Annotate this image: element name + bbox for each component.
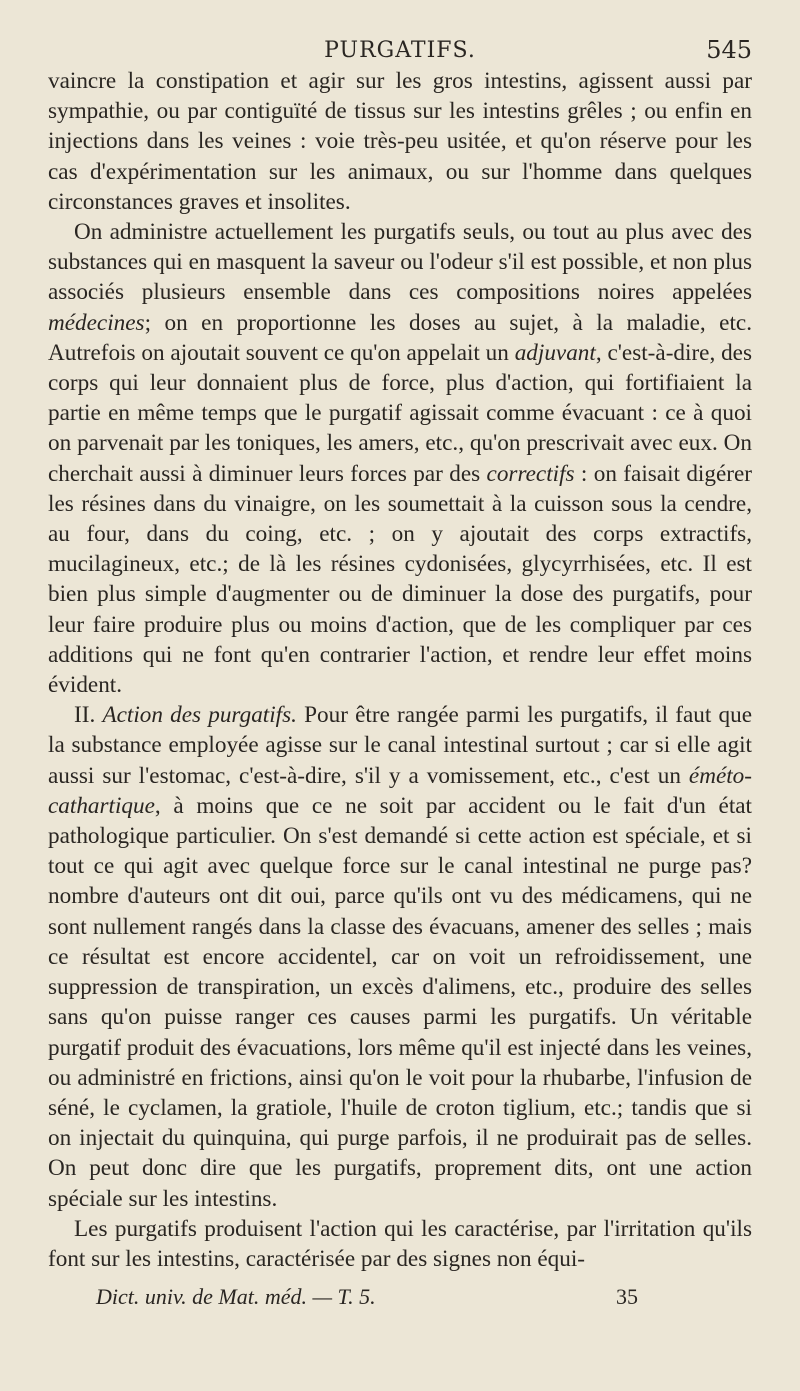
paragraph-p4 [48, 1214, 752, 1274]
italic-term: médecines [48, 309, 145, 336]
paragraph-p2 [48, 217, 752, 700]
paragraph-p1 [48, 66, 752, 217]
page-header [48, 28, 752, 66]
italic-term: éméto-cathartique [48, 762, 752, 819]
text-run: II. [74, 702, 103, 729]
text-run: Les purgatifs produisent l'action qui les caractérise, par l'irritation qu'ils font sur les intestins, caractérisée par des signes non équi- [48, 1215, 752, 1272]
italic-term: adjuvant [514, 339, 596, 366]
text-run: On administre actuellement les purgatifs seuls, ou tout au plus avec des substances qui en masquent la saveur ou l'odeur s'il est possible, et non plus associés plusieurs ensemble dans ces compositions noires appelées [48, 219, 752, 306]
page-footer [96, 1284, 752, 1310]
italic-term: Action des purgatifs. [102, 702, 297, 729]
italic-term: correctifs [486, 460, 575, 487]
signature-mark: Dict. univ. de Mat. méd. — T. 5. [96, 1284, 376, 1309]
body-text [48, 66, 752, 1274]
sheet-number: 35 [616, 1284, 638, 1309]
running-head: PURGATIFS. [324, 38, 476, 63]
paragraph-p3 [48, 700, 752, 1213]
page-number: 545 [706, 36, 752, 64]
text-run: , à moins que ce ne soit par accident ou le fait d'un état pathologique particulier. On s'est demandé si cette action est spéciale, et si tout ce qui agit avec quelque force sur le canal intestinal ne purge pas? nombre d'auteurs ont dit oui, parce qu'ils ont vu des médicamens, qui ne sont nullement rangés dans la classe des évacuans, amener des selles ; mais ce résultat est encore accidentel, car on voit un refroidissement, une suppression de transpiration, un excès d'alimens, etc., produire des selles sans qu'on puisse ranger ces causes parmi les purgatifs. Un véritable purgatif produit des évacuations, lors même qu'il est injecté dans les veines, ou administré en frictions, ainsi qu'on le voit pour la rhubarbe, l'infusion de séné, le cyclamen, la gratiole, l'huile de croton tiglium, etc.; tandis que si on injectait du quinquina, qui purge parfois, il ne produirait pas de selles. On peut donc dire que les purgatifs, proprement dits, ont une action spéciale sur les intestins. [48, 792, 752, 1212]
text-run: , c'est-à-dire, des corps qui leur donnaient plus de force, plus d'action, qui fortifiaient la partie en même temps que le purgatif agissait comme évacuant : ce à quoi on parvenait par les toniques, les amers, etc., qu'on prescrivait avec eux. On cherchait aussi à diminuer leurs forces par des [48, 339, 752, 487]
text-run: ; on en proportionne les doses au sujet, à la maladie, etc. Autrefois on ajoutait souvent ce qu'on appelait un [48, 309, 752, 366]
text-run: vaincre la constipation et agir sur les gros intestins, agissent aussi par sympathie, ou par contiguïté de tissus sur les intestins grêles ; ou enfin en injections dans les veines : voie très-peu usitée, et qu'on réserve pour les cas d'expérimentation sur les animaux, ou sur l'homme dans quelques circonstances graves et insolites. [48, 68, 752, 215]
text-run: : on faisait digérer les résines dans du vinaigre, on les soumettait à la cuisson sous la cendre, au four, dans du coing, etc. ; on y ajoutait des corps extractifs, mucilagineux, etc.; de là les résines cydonisées, glycyrrhisées, etc. Il est bien plus simple d'augmenter ou de diminuer la dose des purgatifs, pour leur faire produire plus ou moins d'action, que de les compliquer par ces additions qui ne font qu'en contrarier l'action, et rendre leur effet moins évident. [48, 460, 752, 699]
text-run: Pour être rangée parmi les purgatifs, il faut que la substance employée agisse sur le canal intestinal surtout ; car si elle agit aussi sur l'estomac, c'est-à-dire, s'il y a vomissement, etc., c'est un [48, 702, 752, 789]
